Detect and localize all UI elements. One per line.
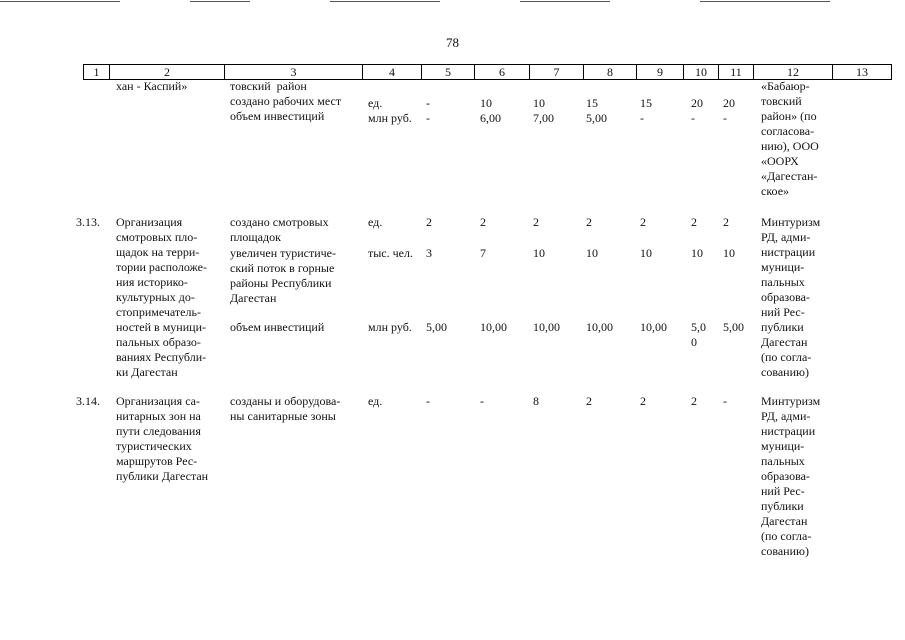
cont-value: 6,00: [480, 111, 501, 125]
r314-executor-line: публики: [761, 499, 804, 513]
r314-executor-line: (по согла-: [761, 529, 812, 543]
r313-measure-line: смотровых пло-: [116, 230, 198, 244]
cont-executor-line: согласова-: [761, 124, 815, 138]
cont-executor-line: товский: [761, 94, 802, 108]
header-col-2: 2: [109, 65, 224, 79]
r313-indicator-1: создано смотровых: [230, 215, 329, 229]
cont-value: -: [723, 111, 727, 125]
row-number-3-13: 3.13.: [76, 215, 100, 229]
r313-indicator-2: Дагестан: [230, 291, 277, 305]
cont-executor-line: «Дагестан-: [761, 169, 818, 183]
r313-value-3: 10,00: [586, 320, 613, 334]
r314-measure-line: пути следования: [116, 424, 201, 438]
r313-executor-line: муници-: [761, 260, 805, 274]
r314-value: -: [426, 394, 430, 408]
r313-value-2: 10: [640, 246, 652, 260]
r314-measure-line: туристических: [116, 439, 192, 453]
r313-indicator-2: районы Республики: [230, 276, 332, 290]
r313-measure-line: ваниях Республи-: [116, 350, 207, 364]
r313-value-3: 5,00: [426, 320, 447, 334]
r314-value: -: [723, 394, 727, 408]
r313-executor-line: Минтуризм: [761, 215, 821, 229]
r314-value: 2: [691, 394, 697, 408]
cont-executor-line: «ООРХ: [761, 154, 799, 168]
r314-indicator: созданы и оборудова-: [230, 394, 341, 408]
r313-value-3: 10,00: [640, 320, 667, 334]
header-col-12: 12: [753, 65, 832, 79]
header-col-5: 5: [421, 65, 474, 79]
r313-executor-line: (по согла-: [761, 350, 812, 364]
header-col-4: 4: [362, 65, 421, 79]
header-col-13: 13: [832, 65, 892, 79]
r313-value-2: 7: [480, 246, 486, 260]
header-col-9: 9: [636, 65, 683, 79]
cont-value: 5,00: [586, 111, 607, 125]
r313-indicator-3: объем инвестиций: [230, 320, 325, 334]
r313-measure-line: стопримечатель-: [116, 305, 201, 319]
r313-value-1: 2: [640, 215, 646, 229]
r313-value-1: 2: [480, 215, 486, 229]
r313-value-1: 2: [723, 215, 729, 229]
r313-measure-line: ностей в муници-: [116, 320, 206, 334]
r313-executor-line: РД, адми-: [761, 230, 811, 244]
r313-measure-line: пальных образо-: [116, 335, 201, 349]
cont-value: -: [426, 96, 430, 110]
r313-value-1: 2: [691, 215, 697, 229]
r313-measure-line: щадок на терри-: [116, 245, 200, 259]
r314-unit: ед.: [368, 394, 383, 408]
r313-value-2: 10: [691, 246, 703, 260]
r314-measure-line: маршрутов Рес-: [116, 454, 198, 468]
r314-executor-line: нистрации: [761, 424, 816, 438]
cont-executor-line: «Бабаюр-: [761, 79, 810, 93]
r314-executor-line: ний Рес-: [761, 484, 805, 498]
r313-measure-line: тории расположе-: [116, 260, 207, 274]
r313-unit-1: ед.: [368, 215, 383, 229]
cont-value: 20: [691, 96, 703, 110]
cont-executor-line: ское»: [761, 184, 790, 198]
top-rule: [0, 0, 905, 3]
cont-value: 15: [586, 96, 598, 110]
cont-value: 10: [480, 96, 492, 110]
cont-executor-line: нию), ООО: [761, 139, 819, 153]
cont-value: -: [691, 111, 695, 125]
r313-executor-line: образова-: [761, 290, 810, 304]
header-col-11: 11: [718, 65, 753, 79]
cont-unit: млн руб.: [368, 111, 412, 125]
r314-value: 2: [640, 394, 646, 408]
r314-executor-line: Минтуризм: [761, 394, 821, 408]
header-col-3: 3: [224, 65, 362, 79]
r313-indicator-1: площадок: [230, 230, 281, 244]
r313-value-1: 2: [426, 215, 432, 229]
r313-value-3: 5,00: [723, 320, 744, 334]
r314-measure-line: нитарных зон на: [116, 409, 201, 423]
r313-value-3: 5,0: [691, 320, 706, 334]
r313-value-2: 10: [586, 246, 598, 260]
cont-indicator-line: товский район: [230, 79, 307, 93]
r313-value-3: 10,00: [533, 320, 560, 334]
cont-value: 7,00: [533, 111, 554, 125]
r313-executor-line: ний Рес-: [761, 305, 805, 319]
cont-indicator-line: объем инвестиций: [230, 109, 325, 123]
r314-value: 8: [533, 394, 539, 408]
header-col-8: 8: [583, 65, 636, 79]
cont-value: -: [426, 111, 430, 125]
r313-executor-line: нистрации: [761, 245, 816, 259]
r314-executor-line: Дагестан: [761, 514, 808, 528]
r313-executor-line: пальных: [761, 275, 805, 289]
r314-measure-line: Организация са-: [116, 394, 200, 408]
r313-executor-line: Дагестан: [761, 335, 808, 349]
r313-indicator-2: увеличен туристиче-: [230, 246, 336, 260]
r313-value-2: 3: [426, 246, 432, 260]
r313-value-3-wrap: 0: [691, 335, 697, 349]
r314-executor-line: пальных: [761, 454, 805, 468]
r314-measure-line: публики Дагестан: [116, 469, 209, 483]
r314-executor-line: образова-: [761, 469, 810, 483]
r313-executor-line: сованию): [761, 365, 809, 379]
r313-measure-line: ния историко-: [116, 275, 188, 289]
r313-unit-2: тыс. чел.: [368, 246, 413, 260]
r313-unit-3: млн руб.: [368, 320, 412, 334]
page-number: 78: [446, 35, 459, 50]
r313-value-1: 2: [586, 215, 592, 229]
r313-executor-line: публики: [761, 320, 804, 334]
r313-value-3: 10,00: [480, 320, 507, 334]
r313-value-2: 10: [723, 246, 735, 260]
r314-executor-line: сованию): [761, 544, 809, 558]
r313-measure-line: ки Дагестан: [116, 365, 178, 379]
header-col-10: 10: [683, 65, 718, 79]
cont-executor-line: район» (по: [761, 109, 817, 123]
cont-col2-text: хан - Каспий»: [116, 79, 188, 93]
r313-measure-line: культурных до-: [116, 290, 195, 304]
header-col-1: 1: [83, 65, 109, 79]
header-col-6: 6: [474, 65, 529, 79]
cont-unit: ед.: [368, 96, 383, 110]
table-header-row: [83, 64, 892, 80]
r313-value-2: 10: [533, 246, 545, 260]
r314-value: -: [480, 394, 484, 408]
cont-value: 15: [640, 96, 652, 110]
r313-indicator-2: ский поток в горные: [230, 261, 335, 275]
r313-value-1: 2: [533, 215, 539, 229]
r314-executor-line: РД, адми-: [761, 409, 811, 423]
r313-measure-line: Организация: [116, 215, 183, 229]
cont-value: 20: [723, 96, 735, 110]
row-number-3-14: 3.14.: [76, 394, 100, 408]
cont-value: 10: [533, 96, 545, 110]
cont-indicator-line: создано рабочих мест: [230, 94, 342, 108]
r314-value: 2: [586, 394, 592, 408]
header-col-7: 7: [529, 65, 583, 79]
cont-value: -: [640, 111, 644, 125]
r314-executor-line: муници-: [761, 439, 805, 453]
r314-indicator: ны санитарные зоны: [230, 409, 336, 423]
